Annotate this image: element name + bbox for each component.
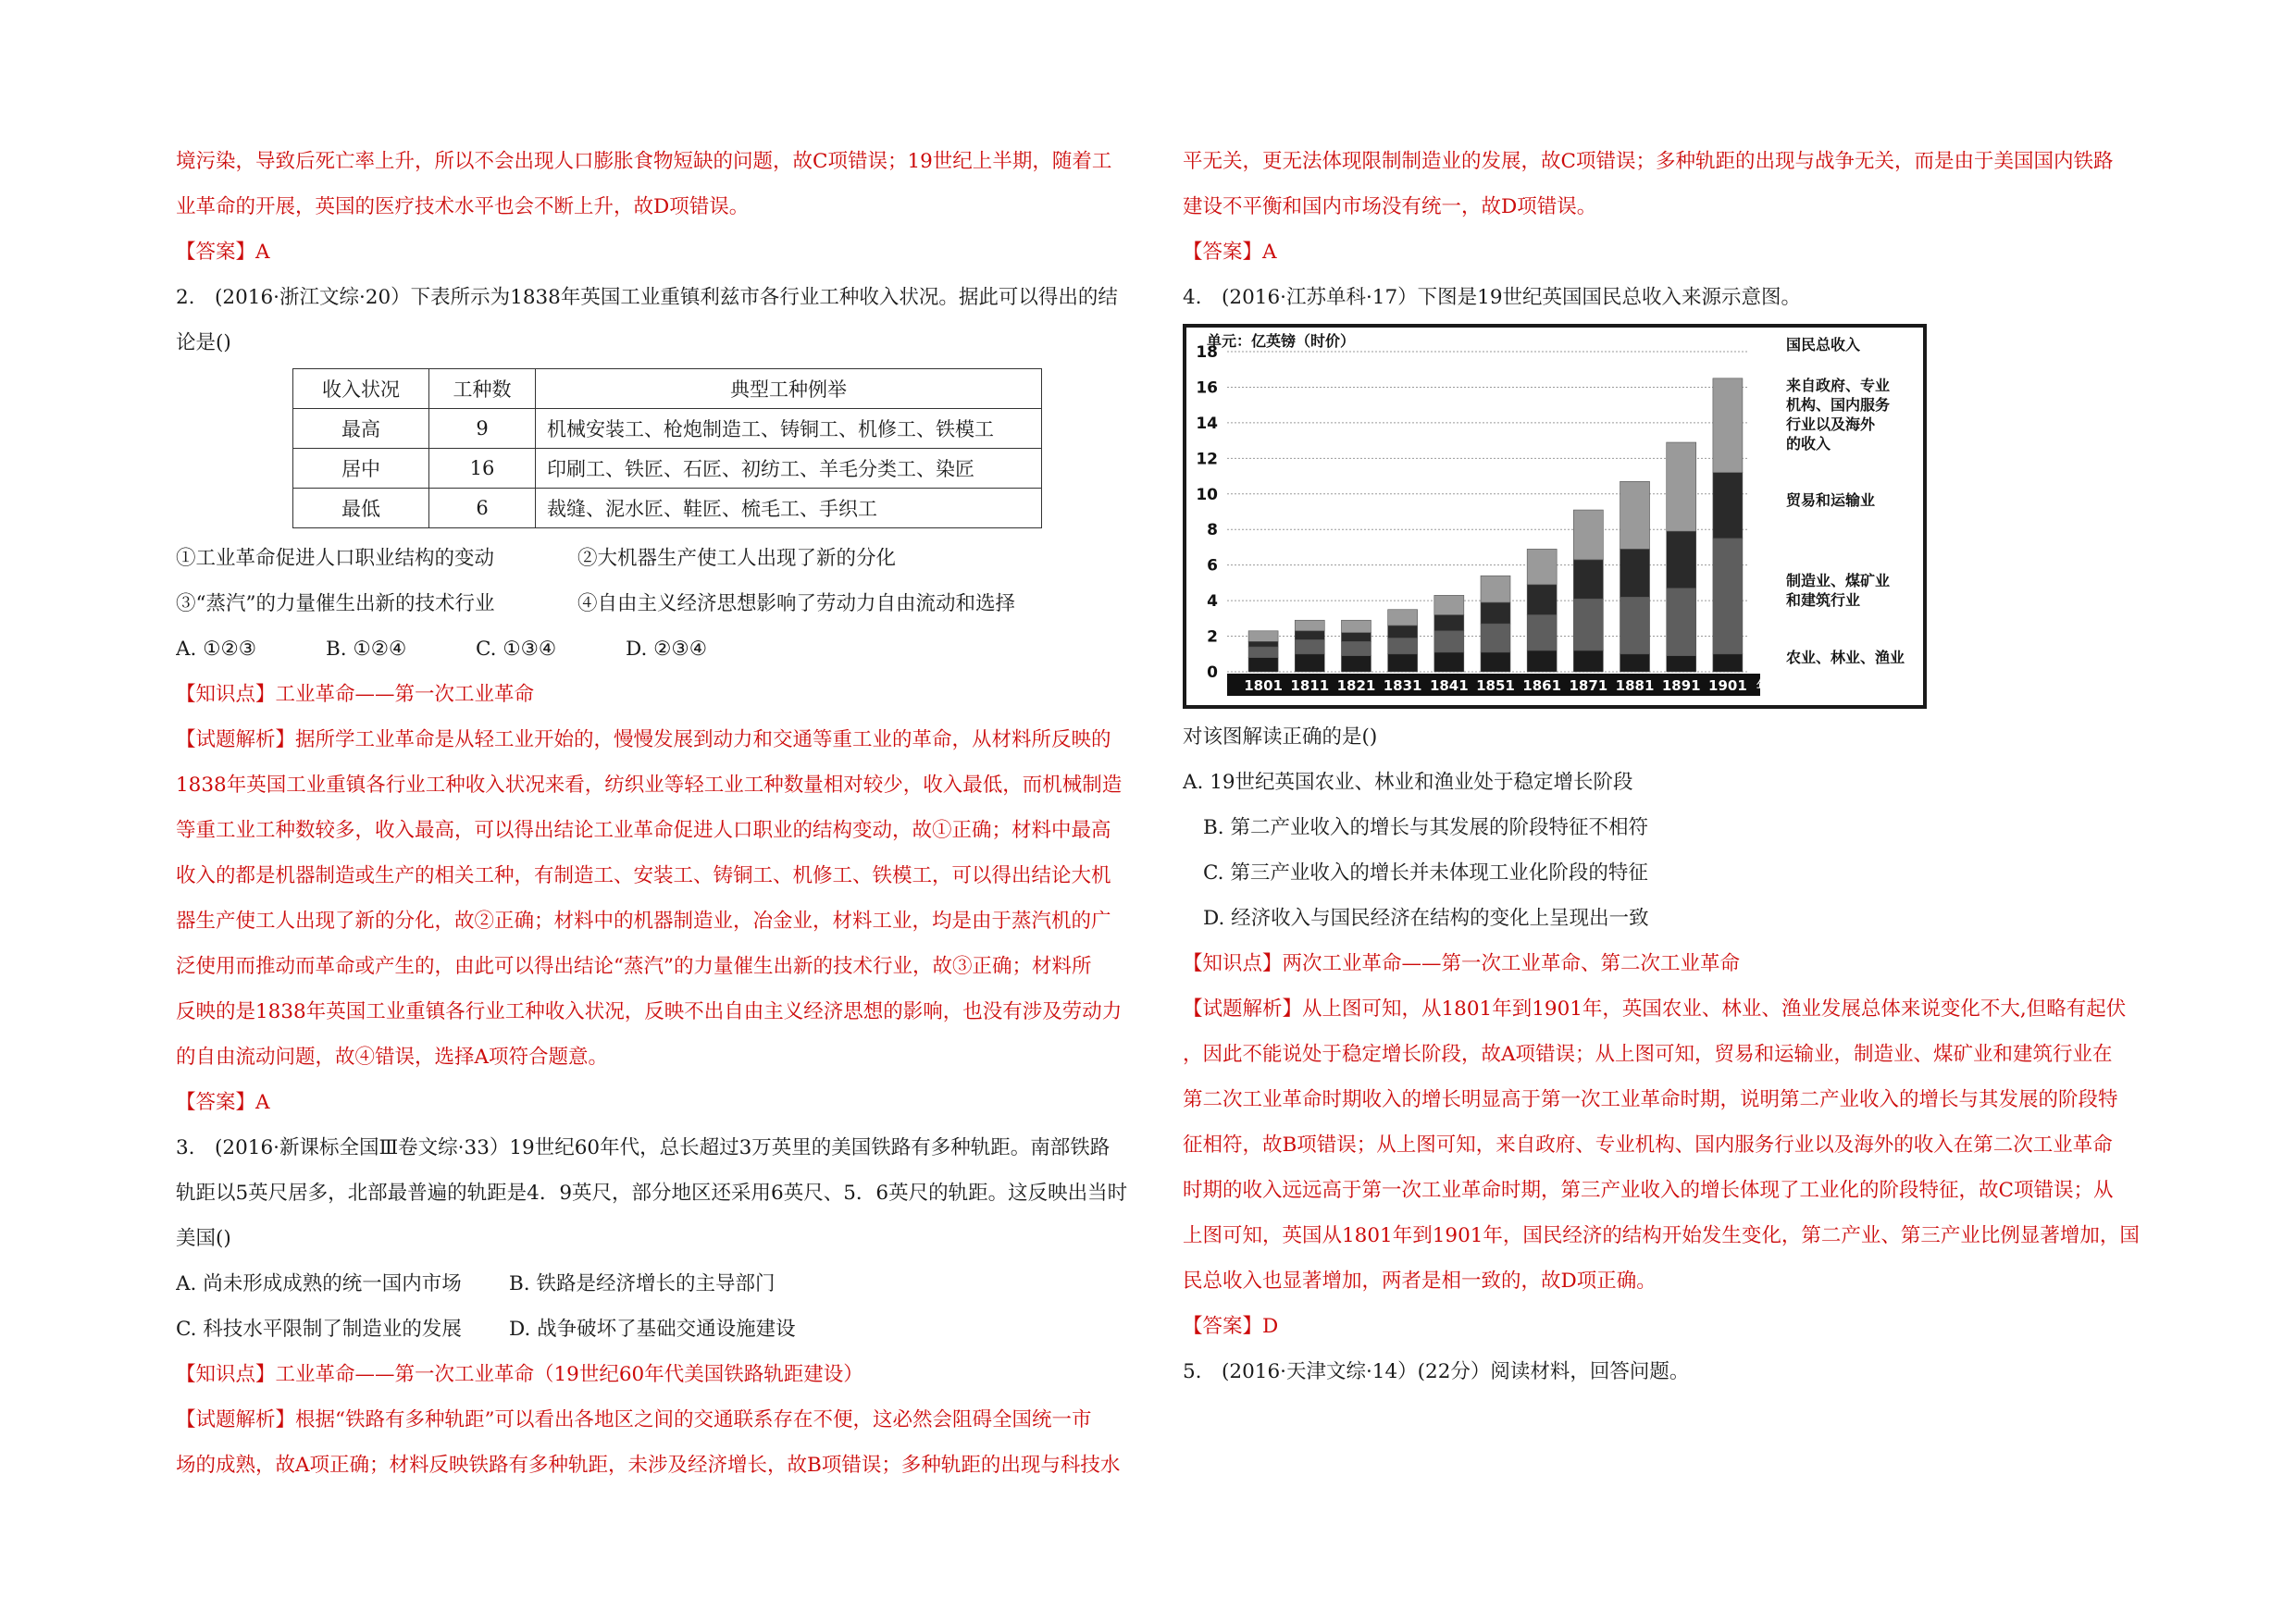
analysis-line: ，因此不能说处于稳定增长阶段，故A项错误；从上图可知，贸易和运输业，制造业、煤矿业和建筑行业在 (1183, 1043, 2113, 1066)
legend-label: 和建筑行业 (1786, 591, 1861, 609)
bar-segment (1667, 442, 1696, 531)
statement-item: ④自由主义经济思想影响了劳动力自由流动和选择 (577, 592, 1016, 615)
analysis-line: 征相符，故B项错误；从上图可知，来自政府、专业机构、国内服务行业以及海外的收入在第二次工业革命 (1183, 1134, 2113, 1157)
bar-segment (1434, 595, 1464, 614)
explanation-line: 境污染，导致后死亡率上升，所以不会出现人口膨胀食物短缺的问题，故C项错误；19世纪上半期，随着工 (176, 150, 1112, 173)
table-row (293, 409, 1042, 449)
bar-segment (1713, 473, 1743, 539)
options-row (176, 1261, 1148, 1307)
x-tick-label: 1851 (1476, 677, 1515, 694)
answer-line: 【答案】A (1183, 241, 1277, 264)
bar-segment (1248, 647, 1278, 658)
x-tick-label: 1861 (1522, 677, 1562, 694)
table-header-row (293, 369, 1042, 409)
legend-label: 农业、林业、渔业 (1786, 649, 1905, 666)
bar-segment (1481, 624, 1510, 652)
bar-segment (1481, 576, 1510, 602)
answer-line: 【答案】D (1183, 1315, 1279, 1338)
unit-label: 单元：亿英镑（时价） (1207, 332, 1356, 350)
statement-item: ②大机器生产使工人出现了新的分化 (577, 547, 897, 570)
bar-segment (1341, 620, 1371, 632)
option-d: D. ②③④ (626, 638, 707, 661)
x-year-suffix: 年 (1756, 677, 1771, 694)
y-tick-label: 16 (1196, 378, 1218, 398)
question-3-stem: 轨距以5英尺居多，北部最普遍的轨距是4．9英尺，部分地区还采用6英尺、5．6英尺的轨距。这反映出当时 (176, 1182, 1128, 1205)
table-cell: 最高 (293, 409, 429, 449)
analysis-line: 时期的收入远远高于第一次工业革命时期，第三产业收入的增长体现了工业化的阶段特征，故C项错误；从 (1183, 1179, 2114, 1202)
question-4-prompt: 对该图解读正确的是() (1183, 725, 1378, 749)
bar-segment (1295, 631, 1324, 640)
statement-item: ③“蒸汽”的力量催生出新的技术行业 (176, 592, 495, 615)
bar-segment (1295, 639, 1324, 653)
bar-segment (1713, 378, 1743, 473)
option-b: B. ①②④ (326, 638, 407, 661)
legend-label: 机构、国内服务 (1786, 396, 1891, 414)
table-header: 工种数 (429, 369, 536, 409)
bar-segment (1620, 654, 1650, 672)
bar-segment (1713, 539, 1743, 654)
bar-segment (1481, 602, 1510, 624)
bar-segment (1341, 656, 1371, 672)
analysis-line: 上图可知，英国从1801年到1901年，国民经济的结构开始发生变化，第二产业、第三产业比例显著增加，国 (1183, 1224, 2140, 1247)
bar-segment (1434, 614, 1464, 630)
bar-segment (1667, 588, 1696, 656)
options-row (176, 1307, 1148, 1352)
y-tick-label: 18 (1196, 343, 1218, 362)
question-2-stem: 2. (2016·浙江文综·20）下表所示为1838年英国工业重镇利兹市各行业工种收入状况。据此可以得出的结 (176, 286, 1118, 309)
bar-segment (1434, 652, 1464, 672)
table-cell: 机械安装工、枪炮制造工、铸铜工、机修工、铁模工 (536, 409, 1042, 449)
x-tick-label: 1841 (1429, 677, 1469, 694)
bar-segment (1481, 652, 1510, 672)
knowledge-point: 【知识点】两次工业革命——第一次工业革命、第二次工业革命 (1183, 952, 1741, 975)
y-tick-label: 12 (1196, 450, 1218, 469)
bar-segment (1248, 641, 1278, 647)
option-d: D. 经济收入与国民经济在结构的变化上呈现出一致 (1203, 907, 1649, 930)
table-cell: 裁缝、泥水匠、鞋匠、梳毛工、手织工 (536, 489, 1042, 528)
table-row (293, 489, 1042, 528)
knowledge-point: 【知识点】工业革命——第一次工业革命 (176, 683, 535, 706)
bar-segment (1573, 599, 1603, 650)
option-c: C. 科技水平限制了制造业的发展 (176, 1318, 462, 1341)
analysis-line: 反映的是1838年英国工业重镇各行业工种收入状况，反映不出自由主义经济思想的影响，也没有涉及劳动力 (176, 1000, 1123, 1023)
bar-segment (1295, 620, 1324, 631)
table-row (293, 449, 1042, 489)
y-tick-label: 10 (1196, 485, 1218, 504)
question-2-stem: 论是() (176, 331, 231, 354)
bar-segment (1620, 597, 1650, 654)
analysis-line: 场的成熟，故A项正确；材料反映铁路有多种轨距，未涉及经济增长，故B项错误；多种轨距的出现与科技水 (176, 1454, 1121, 1477)
analysis-line: 平无关，更无法体现限制制造业的发展，故C项错误；多种轨距的出现与战争无关，而是由于美国国内铁路 (1183, 150, 2114, 173)
legend-label: 制造业、煤矿业 (1786, 572, 1891, 589)
x-tick-label: 1811 (1290, 677, 1330, 694)
bar-segment (1527, 549, 1557, 584)
analysis-line: 【试题解析】据所学工业革命是从轻工业开始的，慢慢发展到动力和交通等重工业的革命，从材料所反映的 (176, 728, 1111, 751)
y-tick-label: 0 (1207, 663, 1218, 682)
table-cell: 9 (429, 409, 536, 449)
bar-segment (1527, 585, 1557, 615)
bar-segment (1620, 549, 1650, 597)
bar-segment (1295, 654, 1324, 672)
bar-segment (1620, 481, 1650, 549)
bar-segment (1573, 510, 1603, 560)
analysis-line: 器生产使工人出现了新的分化，故②正确；材料中的机器制造业，冶金业，材料工业，均是由于蒸汽机的广 (176, 910, 1111, 933)
analysis-line: 建设不平衡和国内市场没有统一，故D项错误。 (1183, 195, 1597, 218)
income-chart (1183, 324, 1927, 709)
x-tick-label: 1831 (1383, 677, 1422, 694)
x-tick-label: 1891 (1661, 677, 1701, 694)
statement-row (176, 536, 1148, 581)
left-column (176, 139, 1148, 1488)
option-a: A. ①②③ (176, 638, 257, 661)
bar-segment (1388, 626, 1418, 638)
table-header: 典型工种例举 (536, 369, 1042, 409)
analysis-line: 收入的都是机器制造或生产的相关工种，有制造工、安装工、铸铜工、机修工、铁模工，可以得出结论大机 (176, 864, 1111, 887)
option-c: C. 第三产业收入的增长并未体现工业化阶段的特征 (1203, 861, 1648, 885)
legend-label: 贸易和运输业 (1786, 491, 1876, 509)
y-tick-label: 8 (1207, 521, 1218, 540)
statement-item: ①工业革命促进人口职业结构的变动 (176, 547, 495, 570)
bar-segment (1341, 633, 1371, 642)
bar-segment (1573, 650, 1603, 672)
bar-segment (1573, 560, 1603, 599)
y-tick-label: 4 (1207, 592, 1218, 612)
bar-segment (1388, 638, 1418, 653)
bar-segment (1667, 656, 1696, 672)
answer-line: 【答案】A (176, 1091, 270, 1114)
bar-segment (1527, 614, 1557, 650)
table-cell: 16 (429, 449, 536, 489)
legend-label: 国民总收入 (1786, 336, 1861, 353)
x-tick-label: 1801 (1244, 677, 1283, 694)
bar-segment (1341, 641, 1371, 655)
analysis-line: 的自由流动问题，故④错误，选择A项符合题意。 (176, 1046, 609, 1069)
option-a: A. 19世纪英国农业、林业和渔业处于稳定增长阶段 (1183, 771, 1633, 794)
option-a: A. 尚未形成成熟的统一国内市场 (176, 1272, 462, 1295)
analysis-line: 泛使用而推动而革命或产生的，由此可以得出结论“蒸汽”的力量催生出新的技术行业，故③正确；材料所 (176, 955, 1092, 978)
bar-segment (1713, 654, 1743, 672)
x-tick-label: 1881 (1615, 677, 1655, 694)
y-tick-label: 14 (1196, 414, 1218, 433)
analysis-line: 【试题解析】根据“铁路有多种轨距”可以看出各地区之间的交通联系存在不便，这必然会阻碍全国统一市 (176, 1408, 1092, 1431)
legend-label: 行业以及海外 (1786, 415, 1876, 433)
income-table (292, 368, 1042, 528)
table-cell: 6 (429, 489, 536, 528)
legend-label: 的收入 (1786, 435, 1831, 452)
y-tick-label: 2 (1207, 627, 1218, 647)
x-tick-label: 1821 (1336, 677, 1376, 694)
options-row (176, 626, 1148, 672)
analysis-line: 等重工业工种数较多，收入最高，可以得出结论工业革命促进人口职业的结构变动，故①正确；材料中最高 (176, 819, 1111, 842)
x-tick-label: 1871 (1569, 677, 1608, 694)
bar-segment (1667, 531, 1696, 588)
table-cell: 居中 (293, 449, 429, 489)
question-3-stem: 3. (2016·新课标全国Ⅲ卷文综·33）19世纪60年代，总长超过3万英里的美国铁路有多种轨距。南部铁路 (176, 1136, 1111, 1159)
question-5-stem: 5. (2016·天津文综·14）(22分）阅读材料，回答问题。 (1183, 1360, 1690, 1383)
bar-segment (1434, 631, 1464, 652)
legend-label: 来自政府、专业 (1786, 377, 1891, 394)
bar-segment (1527, 650, 1557, 672)
bar-segment (1248, 631, 1278, 642)
option-d: D. 战争破坏了基础交通设施建设 (509, 1318, 796, 1341)
statement-row (176, 581, 1148, 626)
question-3-stem: 美国() (176, 1227, 231, 1250)
analysis-line: 民总收入也显著增加，两者是相一致的，故D项正确。 (1183, 1270, 1657, 1293)
table-cell: 印刷工、铁匠、石匠、初纺工、羊毛分类工、染匠 (536, 449, 1042, 489)
analysis-line: 1838年英国工业重镇各行业工种收入状况来看，纺织业等轻工业工种数量相对较少，收入最低，而机械制造 (176, 774, 1123, 797)
bar-segment (1388, 610, 1418, 626)
bar-segment (1388, 654, 1418, 672)
right-column (1183, 139, 2145, 1394)
option-b: B. 第二产业收入的增长与其发展的阶段特征不相符 (1203, 816, 1648, 839)
bar-segment (1248, 658, 1278, 672)
answer-line: 【答案】A (176, 241, 270, 264)
option-b: B. 铁路是经济增长的主导部门 (509, 1272, 776, 1295)
option-c: C. ①③④ (476, 638, 557, 661)
analysis-line: 【试题解析】从上图可知，从1801年到1901年，英国农业、林业、渔业发展总体来说变化不大,但略有起伏 (1183, 997, 2127, 1021)
analysis-line: 第二次工业革命时期收入的增长明显高于第一次工业革命时期，说明第二产业收入的增长与其发展的阶段特 (1183, 1088, 2118, 1111)
explanation-line: 业革命的开展，英国的医疗技术水平也会不断上升，故D项错误。 (176, 195, 750, 218)
table-cell: 最低 (293, 489, 429, 528)
y-tick-label: 6 (1207, 556, 1218, 576)
knowledge-point: 【知识点】工业革命——第一次工业革命（19世纪60年代美国铁路轨距建设） (176, 1363, 863, 1386)
x-tick-label: 1901 (1708, 677, 1747, 694)
table-header: 收入状况 (293, 369, 429, 409)
question-4-stem: 4. (2016·江苏单科·17）下图是19世纪英国国民总收入来源示意图。 (1183, 286, 1802, 309)
